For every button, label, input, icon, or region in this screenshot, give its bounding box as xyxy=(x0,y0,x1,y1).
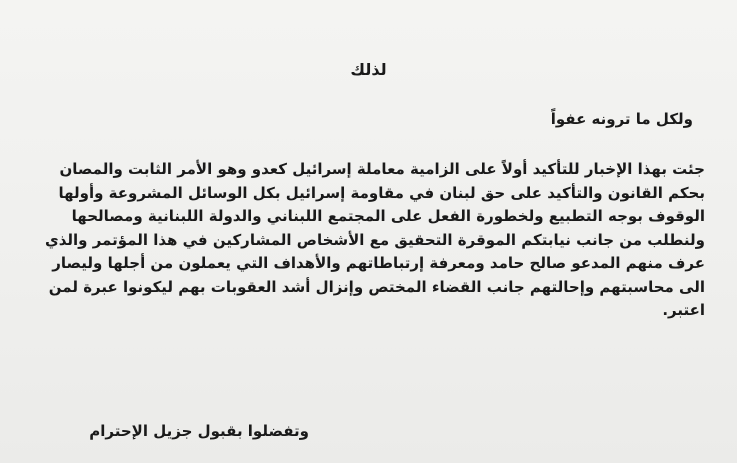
section-heading: لذلك xyxy=(350,60,387,79)
body-paragraph xyxy=(37,158,705,323)
greeting-line: ولكل ما ترونه عفواً xyxy=(550,110,693,128)
body-line: جئت بهذا الإخبار للتأكيد أولاً على الزامية معاملة إسرائيل كعدو وهو الأمر الثابت والمصان xyxy=(59,160,705,178)
body-line: الى محاسبتهم وإحالتهم جانب القضاء المختص وإنزال أشد العقوبات بهم ليكونوا عبرة لمن xyxy=(48,277,705,296)
closing-line: وتفضلوا بقبول جزيل الإحترام xyxy=(89,422,309,440)
body-line: بحكم القانون والتأكيد على حق لبنان في مقاومة إسرائيل بكل الوسائل المشروعة وأولها xyxy=(58,183,705,202)
body-line: ولنطلب من جانب نيابتكم الموقرة التحقيق مع الأشخاص المشاركين في هذا المؤتمر والذي xyxy=(44,230,705,249)
body-line: الوقوف بوجه التطبيع ولخطورة الفعل على المجتمع اللبناني والدولة اللبنانية ومصالحها xyxy=(71,207,705,225)
body-line-last: اعتبر. xyxy=(662,301,705,319)
body-line: عرف منهم المدعو صالح حامد ومعرفة إرتباطاتهم والأهداف التي يعملون من أجلها وليصار xyxy=(52,254,705,272)
